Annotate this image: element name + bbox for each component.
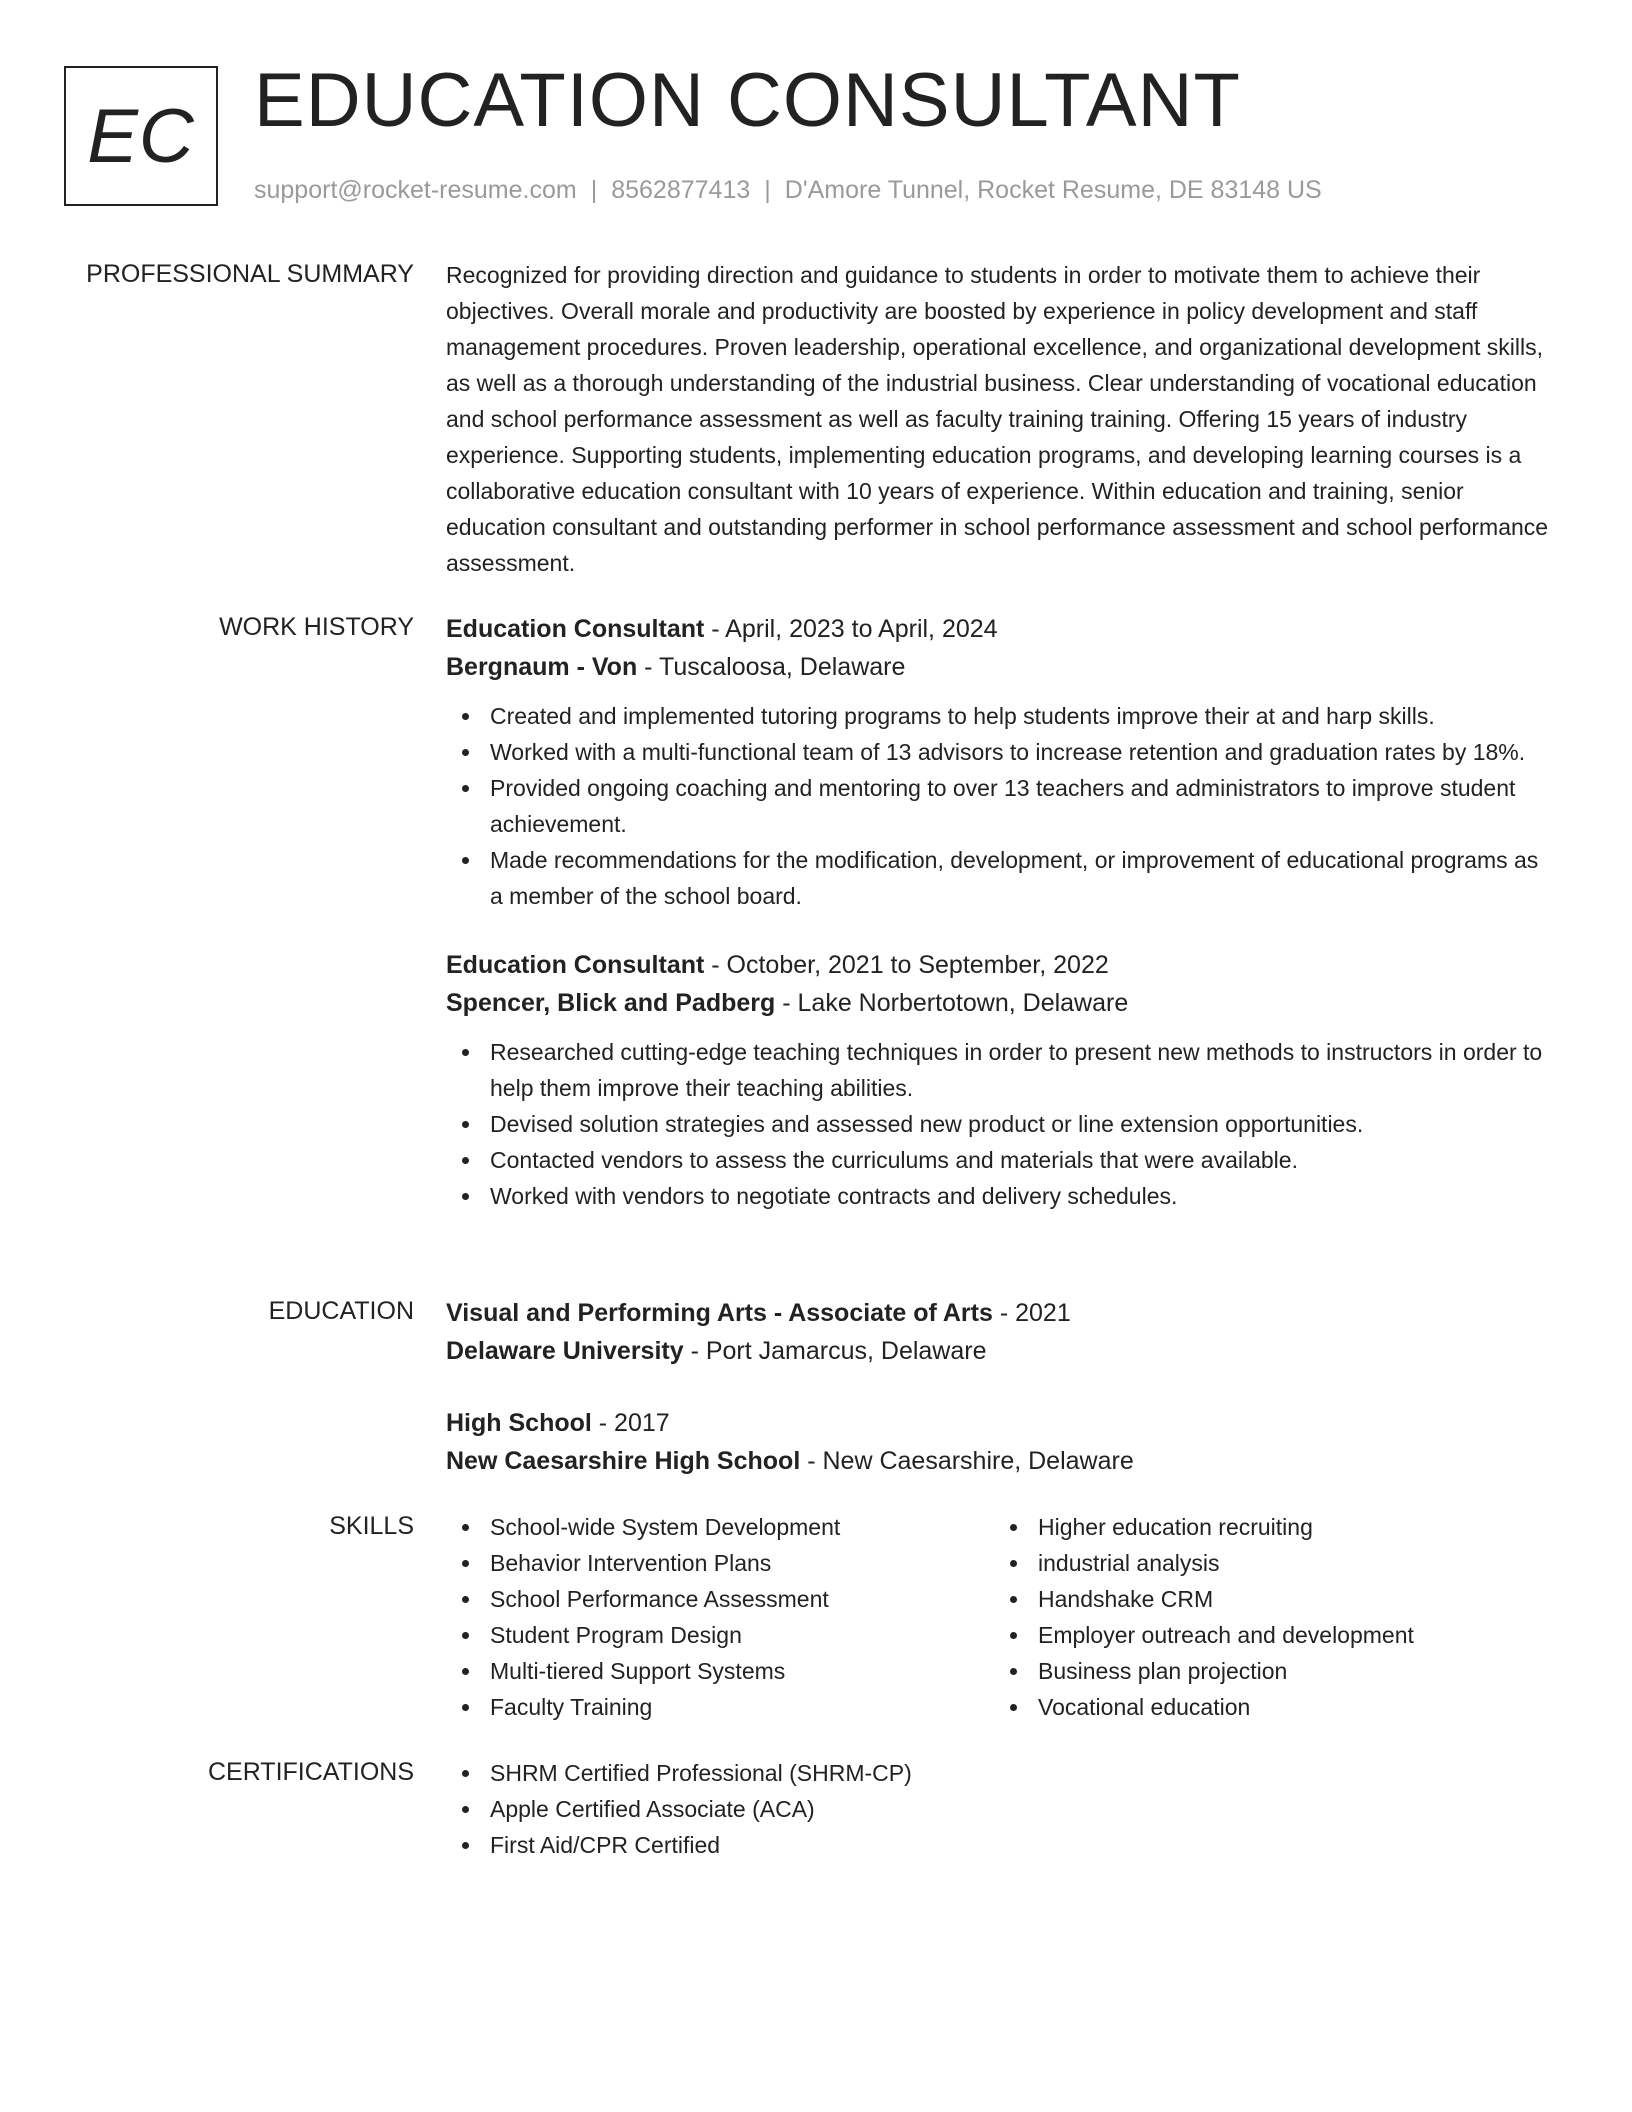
list-item: Student Program Design	[446, 1617, 994, 1653]
education-entry	[446, 1294, 1556, 1370]
list-item: Made recommendations for the modification, development, or improvement of educational programs as a member of the school board.	[446, 842, 1556, 914]
job-location: - Lake Norbertotown, Delaware	[775, 989, 1129, 1017]
school-location: - Port Jamarcus, Delaware	[683, 1337, 987, 1365]
school: Delaware University	[446, 1337, 684, 1365]
job-entry	[446, 610, 1556, 914]
school: New Caesarshire High School	[446, 1447, 801, 1475]
certifications-content	[446, 1755, 1556, 1863]
job-dates: - October, 2021 to September, 2022	[704, 951, 1109, 979]
summary-text: Recognized for providing direction and guidance to students in order to motivate them to achieve their objectives. Overall morale and productivity are boosted by experience in policy development and staff management procedures. Proven leadership, operational excellence, and organizational development skills, as well as a thorough understanding of the industrial business. Clear understanding of vocational education and school performance assessment as well as faculty training training. Offering 15 years of industry experience. Supporting students, implementing education programs, and developing learning courses is a collaborative education consultant with 10 years of experience. Within education and training, senior education consultant and outstanding performer in school performance assessment and school performance assessment.	[446, 262, 1549, 576]
list-item: Business plan projection	[994, 1653, 1542, 1689]
school-line	[446, 1332, 1556, 1370]
skills-list-right	[994, 1509, 1542, 1725]
degree: Visual and Performing Arts - Associate of Arts	[446, 1299, 993, 1327]
separator: |	[764, 176, 771, 204]
education-entry	[446, 1404, 1556, 1480]
list-item: Multi-tiered Support Systems	[446, 1653, 994, 1689]
skills-content	[446, 1509, 1556, 1725]
list-item: Worked with vendors to negotiate contracts and delivery schedules.	[446, 1178, 1556, 1214]
section-label-skills: SKILLS	[329, 1512, 414, 1540]
job-company: Bergnaum - Von	[446, 653, 638, 681]
list-item: Higher education recruiting	[994, 1509, 1542, 1545]
page-title: EDUCATION CONSULTANT	[254, 58, 1241, 143]
list-item: Employer outreach and development	[994, 1617, 1542, 1653]
list-item: School-wide System Development	[446, 1509, 994, 1545]
list-item: Contacted vendors to assess the curriculums and materials that were available.	[446, 1142, 1556, 1178]
list-item: Worked with a multi-functional team of 13 advisors to increase retention and graduation rates by 18%.	[446, 734, 1556, 770]
degree: High School	[446, 1409, 592, 1437]
job-bullets	[446, 1034, 1556, 1214]
list-item: Behavior Intervention Plans	[446, 1545, 994, 1581]
certifications-list	[446, 1755, 1556, 1863]
list-item: School Performance Assessment	[446, 1581, 994, 1617]
list-item: Vocational education	[994, 1689, 1542, 1725]
work-history-content	[446, 610, 1556, 1214]
list-item: Handshake CRM	[994, 1581, 1542, 1617]
job-title: Education Consultant	[446, 951, 705, 979]
school-line	[446, 1442, 1556, 1480]
email-link[interactable]: support@rocket-resume.com	[254, 176, 577, 204]
list-item: Created and implemented tutoring programs to help students improve their at and harp skills.	[446, 698, 1556, 734]
job-title-line	[446, 946, 1556, 984]
job-location: - Tuscaloosa, Delaware	[637, 653, 906, 681]
summary-content	[446, 257, 1556, 581]
degree-line	[446, 1294, 1556, 1332]
degree-line	[446, 1404, 1556, 1442]
section-label-education: EDUCATION	[268, 1297, 414, 1325]
education-content	[446, 1294, 1556, 1480]
job-entry	[446, 946, 1556, 1214]
degree-year: - 2017	[591, 1409, 670, 1437]
job-company-line	[446, 648, 1556, 686]
job-title-line	[446, 610, 1556, 648]
list-item: First Aid/CPR Certified	[446, 1827, 1556, 1863]
separator: |	[590, 176, 598, 204]
list-item: SHRM Certified Professional (SHRM-CP)	[446, 1755, 1556, 1791]
list-item: Faculty Training	[446, 1689, 994, 1725]
list-item: Researched cutting-edge teaching techniques in order to present new methods to instructors in order to help them improve their teaching abilities.	[446, 1034, 1556, 1106]
list-item: Provided ongoing coaching and mentoring to over 13 teachers and administrators to improve student achievement.	[446, 770, 1556, 842]
skills-list-left	[446, 1509, 994, 1725]
degree-year: - 2021	[992, 1299, 1071, 1327]
list-item: Apple Certified Associate (ACA)	[446, 1791, 1556, 1827]
section-label-summary: PROFESSIONAL SUMMARY	[86, 260, 414, 288]
monogram: EC	[64, 66, 218, 206]
section-label-work-history: WORK HISTORY	[219, 613, 414, 641]
address-text: D'Amore Tunnel, Rocket Resume, DE 83148 US	[784, 176, 1322, 204]
contact-line	[254, 175, 1322, 205]
job-dates: - April, 2023 to April, 2024	[704, 615, 998, 643]
list-item: Devised solution strategies and assessed new product or line extension opportunities.	[446, 1106, 1556, 1142]
phone-text: 8562877413	[611, 176, 751, 204]
section-label-certifications: CERTIFICATIONS	[207, 1758, 414, 1786]
job-company: Spencer, Blick and Padberg	[446, 989, 776, 1017]
job-bullets	[446, 698, 1556, 914]
list-item: industrial analysis	[994, 1545, 1542, 1581]
job-title: Education Consultant	[446, 615, 705, 643]
school-location: - New Caesarshire, Delaware	[800, 1447, 1134, 1475]
job-company-line	[446, 984, 1556, 1022]
